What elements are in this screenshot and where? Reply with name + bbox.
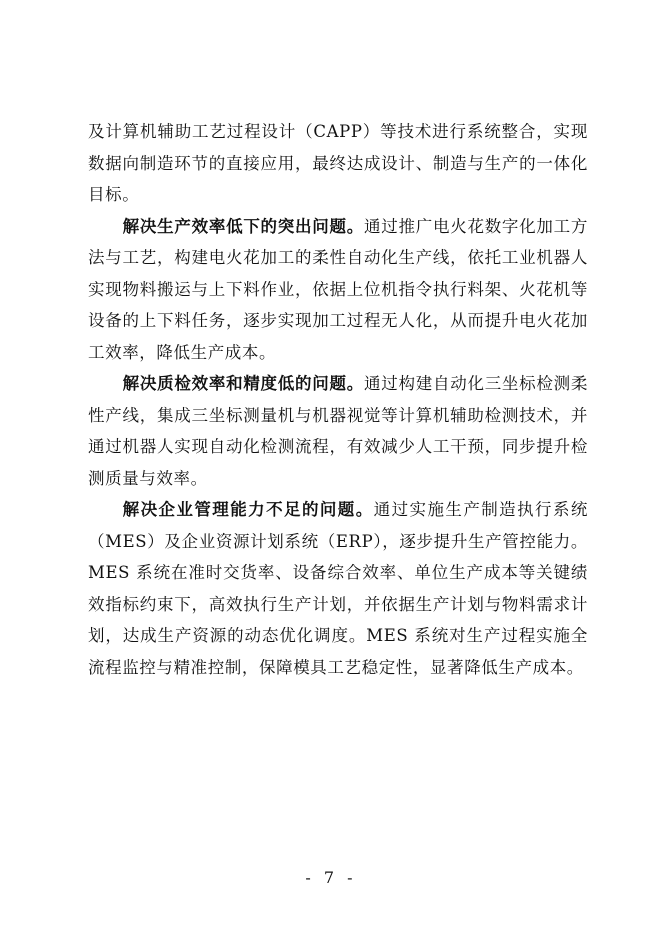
paragraph-enterprise-management	[88, 494, 588, 683]
body-text	[88, 116, 588, 683]
paragraph-continuation	[88, 116, 588, 211]
paragraph-2-heading: 解决生产效率低下的突出问题。	[122, 216, 365, 236]
paragraph-4-heading: 解决企业管理能力不足的问题。	[122, 500, 374, 519]
page-number: - 7 -	[305, 868, 357, 887]
paragraph-production-efficiency	[88, 211, 588, 369]
paragraph-1-text: 及计算机辅助工艺过程设计（CAPP）等技术进行系统整合，实现数据向制造环节的直接应用，最终达成设计、制造与生产的一体化目标。	[88, 122, 588, 204]
paragraph-3-text: 通过构建自动化三坐标检测柔性产线，集成三坐标测量机与机器视觉等计算机辅助检测技术，并通过机器人实现自动化检测流程，有效减少人工干预，同步提升检测质量与效率。	[88, 374, 588, 488]
paragraph-quality-inspection	[88, 368, 588, 494]
paragraph-4-text: 通过实施生产制造执行系统（MES）及企业资源计划系统（ERP），逐步提升生产管控能力。MES 系统在准时交货率、设备综合效率、单位生产成本等关键绩效指标约束下，高效执行生产计划，并依据生产计划与物料需求计划，达成生产资源的动态优化调度。MES 系统对生产过程实施全流程监控与精准控制，保障模具工艺稳定性，显著降低生产成本。	[88, 500, 589, 677]
paragraph-2-text: 通过推广电火花数字化加工方法与工艺，构建电火花加工的柔性自动化生产线，依托工业机器人实现物料搬运与上下料作业，依据上位机指令执行料架、火花机等设备的上下料任务，逐步实现加工过程无人化，从而提升电火花加工效率，降低生产成本。	[88, 216, 588, 362]
paragraph-3-heading: 解决质检效率和精度低的问题。	[122, 374, 365, 393]
